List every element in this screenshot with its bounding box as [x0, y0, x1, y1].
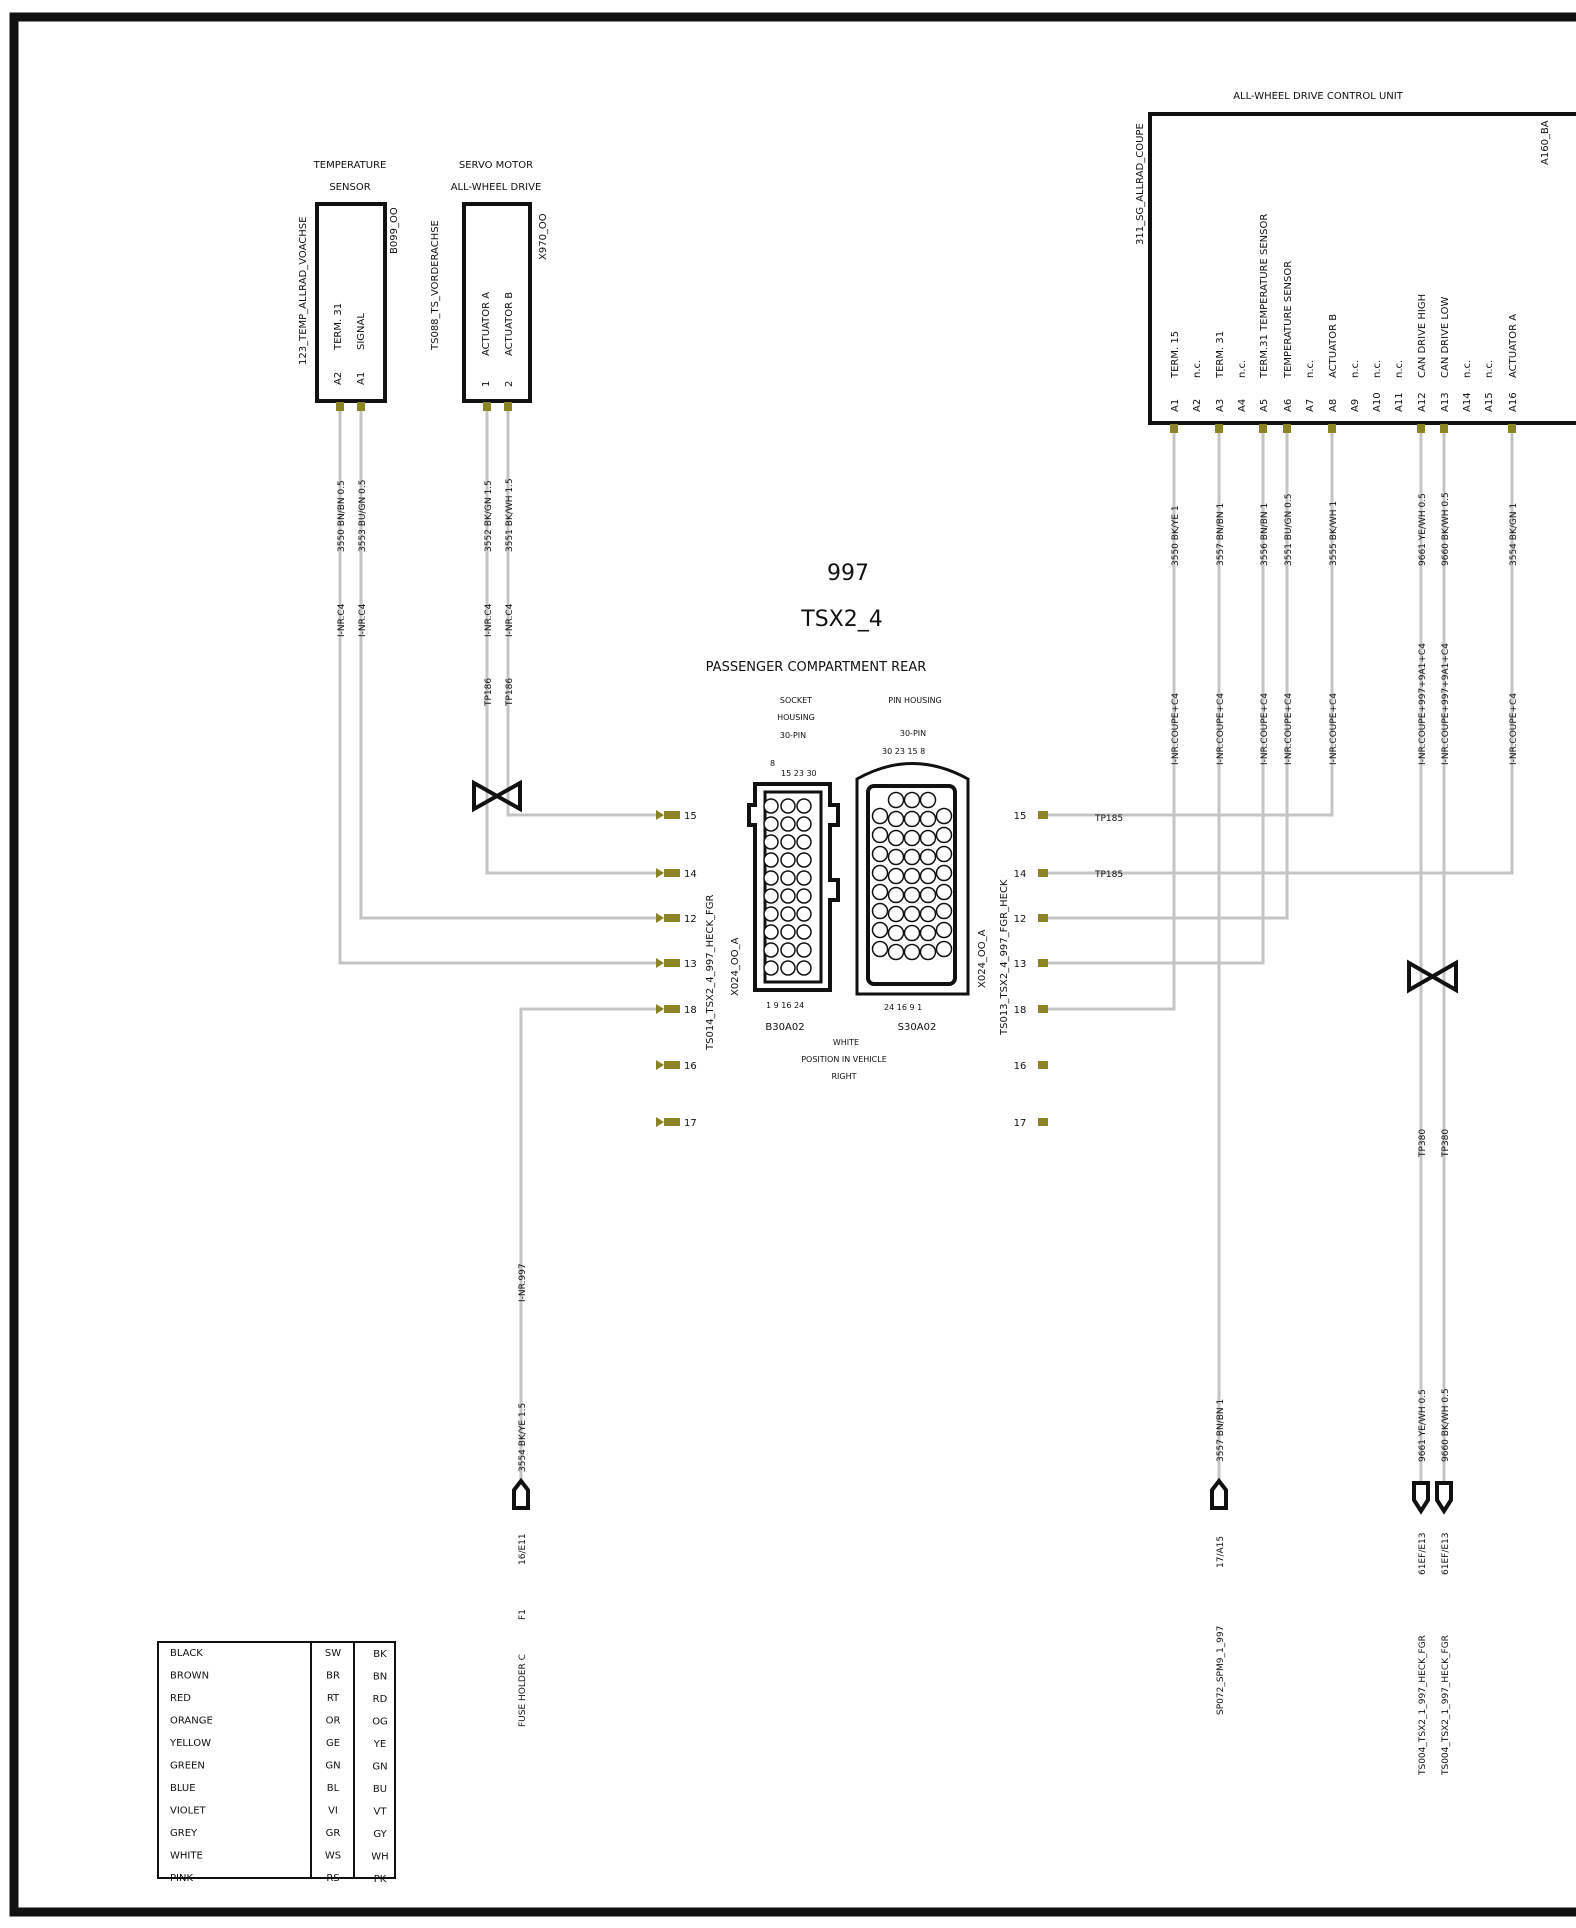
- pin-hole: [889, 907, 904, 922]
- twisted-pair-symbol-left: [474, 783, 520, 809]
- socket-hole: [781, 889, 795, 903]
- svg-text:SOCKET: SOCKET: [779, 696, 813, 705]
- awd-pin-a10: A10: [1372, 392, 1383, 412]
- legend-code-en: OG: [372, 1716, 388, 1728]
- left-pin-marker-body: [664, 1005, 680, 1013]
- right-pin-number: 15: [1013, 811, 1027, 822]
- awd-pin-label-a9: n.c.: [1350, 359, 1361, 378]
- socket-hole: [764, 853, 778, 867]
- right-pin-marker: [1038, 811, 1048, 819]
- svg-text:PIN HOUSING: PIN HOUSING: [888, 696, 942, 705]
- legend-color-name: ORANGE: [170, 1715, 213, 1727]
- svg-text:I-NR.COUPE+997+9A1+C4: I-NR.COUPE+997+9A1+C4: [1418, 643, 1428, 765]
- svg-text:FUSE HOLDER C: FUSE HOLDER C: [518, 1654, 528, 1727]
- left-pin-marker: [656, 958, 664, 968]
- left-pin-number: 13: [684, 959, 697, 970]
- pin-hole: [905, 850, 920, 865]
- pin-hole: [921, 869, 936, 884]
- location-label: PASSENGER COMPARTMENT REAR: [705, 660, 927, 675]
- socket-housing: [749, 696, 838, 1033]
- right-pin-marker: [1038, 914, 1048, 922]
- pin-hole: [889, 850, 904, 865]
- socket-hole: [764, 799, 778, 813]
- right-pin-marker: [1038, 1005, 1048, 1013]
- awd-pin-label-a13: CAN DRIVE LOW: [1440, 296, 1451, 378]
- socket-hole: [797, 835, 811, 849]
- left-pin-marker-body: [664, 869, 680, 877]
- svg-text:1 9 16 24: 1 9 16 24: [766, 1001, 805, 1010]
- temperature-sensor: [298, 160, 400, 401]
- socket-hole: [764, 943, 778, 957]
- pin-hole: [937, 847, 952, 862]
- pin-hole: [921, 793, 936, 808]
- servo-motor: [430, 160, 549, 401]
- legend-code-en: YE: [373, 1739, 387, 1750]
- left-pin-marker-body: [664, 1118, 680, 1126]
- pin-hole: [921, 926, 936, 941]
- pin-hole: [905, 812, 920, 827]
- right-pin-number: 16: [1013, 1061, 1027, 1072]
- left-pin-marker: [656, 1117, 664, 1127]
- legend-code-en: RD: [372, 1694, 388, 1705]
- socket-hole: [781, 961, 795, 975]
- legend-color-name: WHITE: [170, 1850, 203, 1862]
- pin-hole: [873, 828, 888, 843]
- svg-text:TS004_TSX2_1_997_HECK_FGR: TS004_TSX2_1_997_HECK_FGR: [1441, 1635, 1451, 1775]
- right-pin-marker: [1038, 1061, 1048, 1069]
- socket-hole: [797, 907, 811, 921]
- position-side: RIGHT: [831, 1072, 857, 1081]
- svg-text:ACTUATOR B: ACTUATOR B: [504, 291, 515, 356]
- svg-text:I-NR.COUPE+997+9A1+C4: I-NR.COUPE+997+9A1+C4: [1441, 643, 1451, 765]
- svg-text:17/A15: 17/A15: [1216, 1535, 1226, 1568]
- left-pin-marker-body: [664, 959, 680, 967]
- pin-housing: [857, 696, 968, 1033]
- pin-hole: [921, 888, 936, 903]
- awd-pin-a8: A8: [1328, 398, 1339, 412]
- right-connector-ts: TS013_TSX2_4_997_FGR_HECK: [999, 879, 1010, 1035]
- pin-hole: [889, 812, 904, 827]
- awd-pin-a6: A6: [1283, 398, 1294, 412]
- pin-hole: [873, 885, 888, 900]
- socket-hole: [781, 925, 795, 939]
- awd-pin-label-a8: ACTUATOR B: [1328, 313, 1339, 378]
- svg-text:A1: A1: [356, 371, 367, 385]
- left-pin-number: 18: [684, 1005, 697, 1016]
- svg-text:F1: F1: [518, 1609, 528, 1620]
- pin-hole: [905, 926, 920, 941]
- legend-color-name: GREEN: [170, 1760, 205, 1772]
- socket-hole: [764, 871, 778, 885]
- terminal-arrow-fuse: [514, 1481, 528, 1727]
- svg-text:TP185: TP185: [1095, 814, 1124, 824]
- legend-color-name: RED: [170, 1693, 191, 1704]
- awd-pin-a2: A2: [1192, 398, 1203, 412]
- svg-text:B30A02: B30A02: [765, 1022, 805, 1033]
- svg-text:S30A02: S30A02: [897, 1022, 937, 1033]
- svg-text:I-NR.C4: I-NR.C4: [505, 603, 515, 637]
- pin-hole: [873, 809, 888, 824]
- svg-text:I-NR.C4: I-NR.C4: [358, 603, 368, 637]
- pin-hole: [905, 907, 920, 922]
- svg-text:TP380: TP380: [1441, 1128, 1451, 1157]
- awd-pin-a15: A15: [1484, 392, 1495, 412]
- legend-code-de: GE: [325, 1738, 341, 1749]
- svg-text:SIGNAL: SIGNAL: [356, 313, 367, 350]
- socket-hole: [764, 889, 778, 903]
- svg-text:A2: A2: [333, 371, 344, 385]
- left-pin-marker-body: [664, 1061, 680, 1069]
- right-pin-marker: [1038, 1118, 1048, 1126]
- awd-control-unit: [1135, 91, 1576, 423]
- pin-hole: [937, 809, 952, 824]
- legend-code-de: SW: [324, 1648, 342, 1659]
- socket-hole: [781, 907, 795, 921]
- pin-hole: [873, 866, 888, 881]
- left-pin-number: 16: [684, 1061, 697, 1072]
- awd-pin-label-a5: TERM.31 TEMPERATURE SENSOR: [1259, 213, 1270, 378]
- awd-pin-label-a2: n.c.: [1192, 359, 1203, 378]
- svg-text:9660 BK/WH 0.5: 9660 BK/WH 0.5: [1441, 492, 1451, 566]
- svg-text:B099_OO: B099_OO: [389, 207, 400, 254]
- awd-pin-a13: A13: [1440, 392, 1451, 412]
- left-connector-pins: [656, 810, 697, 1129]
- pin-hole: [873, 923, 888, 938]
- pin-hole: [921, 907, 936, 922]
- svg-text:TS088_TS_VORDERACHSE: TS088_TS_VORDERACHSE: [430, 220, 441, 350]
- awd-pin-label-a6: TEMPERATURE SENSOR: [1283, 260, 1294, 378]
- legend-code-en: BU: [372, 1784, 388, 1795]
- legend-code-en: GY: [373, 1829, 387, 1840]
- awd-pin-label-a14: n.c.: [1462, 359, 1473, 378]
- awd-pin-a12: A12: [1417, 392, 1428, 412]
- awd-pin-label-a11: n.c.: [1394, 359, 1405, 378]
- position-label: POSITION IN VEHICLE: [801, 1055, 887, 1064]
- model-title: 997: [827, 561, 869, 586]
- svg-text:TEMPERATURE: TEMPERATURE: [313, 160, 387, 171]
- svg-text:61EF/E13: 61EF/E13: [1418, 1532, 1428, 1575]
- svg-text:3553 BU/GN 0.5: 3553 BU/GN 0.5: [358, 479, 368, 552]
- svg-text:3551 BK/WH 1.5: 3551 BK/WH 1.5: [505, 478, 515, 552]
- legend-code-en: WH: [371, 1851, 389, 1863]
- awd-pin-label-a15: n.c.: [1484, 359, 1495, 378]
- legend-code-en: VT: [373, 1806, 387, 1818]
- socket-hole: [797, 943, 811, 957]
- svg-text:16/E11: 16/E11: [518, 1533, 528, 1565]
- awd-pin-a16: A16: [1508, 392, 1519, 412]
- legend-code-de: OR: [325, 1715, 341, 1727]
- socket-hole: [781, 871, 795, 885]
- pin-hole: [905, 888, 920, 903]
- svg-text:ALL-WHEEL DRIVE CONTROL UNIT: ALL-WHEEL DRIVE CONTROL UNIT: [1233, 91, 1403, 102]
- svg-text:3554 BK/YE 1.5: 3554 BK/YE 1.5: [518, 1402, 528, 1472]
- pin-hole: [921, 850, 936, 865]
- legend-color-name: PINK: [170, 1873, 194, 1884]
- awd-pin-a5: A5: [1259, 398, 1270, 412]
- svg-text:I-NR.C4: I-NR.C4: [337, 603, 347, 637]
- legend-code-de: RS: [326, 1873, 340, 1884]
- svg-text:I-NR.C4: I-NR.C4: [484, 603, 494, 637]
- socket-hole: [764, 961, 778, 975]
- legend-code-en: GN: [372, 1761, 388, 1773]
- right-connector-pins: [1014, 811, 1048, 1129]
- socket-hole: [797, 871, 811, 885]
- left-pin-marker: [656, 913, 664, 923]
- socket-hole: [781, 853, 795, 867]
- awd-pin-label-a12: CAN DRIVE HIGH: [1417, 293, 1428, 378]
- socket-hole: [797, 961, 811, 975]
- pin-hole: [921, 831, 936, 846]
- svg-text:3552 BK/GN 1.5: 3552 BK/GN 1.5: [484, 480, 494, 552]
- svg-text:61EF/E13: 61EF/E13: [1441, 1532, 1451, 1575]
- pin-hole: [905, 869, 920, 884]
- legend-code-en: BN: [372, 1671, 388, 1683]
- svg-text:TS004_TSX2_1_997_HECK_FGR: TS004_TSX2_1_997_HECK_FGR: [1418, 1635, 1428, 1775]
- socket-hole: [764, 925, 778, 939]
- legend-color-name: BLACK: [170, 1648, 203, 1659]
- awd-pin-a1: A1: [1170, 398, 1181, 412]
- left-connector-id: X024_OO_A: [730, 937, 741, 996]
- legend-code-de: BR: [326, 1670, 340, 1682]
- svg-text:SERVO MOTOR: SERVO MOTOR: [458, 160, 534, 171]
- twisted-pair-symbol-right: [1409, 963, 1456, 990]
- socket-hole: [797, 817, 811, 831]
- svg-text:SENSOR: SENSOR: [329, 182, 371, 193]
- pin-hole: [921, 945, 936, 960]
- awd-pin-a14: A14: [1462, 392, 1473, 412]
- svg-text:8: 8: [770, 759, 776, 768]
- page-title: TSX2_4: [801, 607, 883, 632]
- legend-code-de: VI: [328, 1805, 338, 1817]
- legend-color-name: BROWN: [170, 1670, 210, 1682]
- pin-hole: [889, 831, 904, 846]
- pin-hole: [889, 793, 904, 808]
- socket-hole: [764, 835, 778, 849]
- svg-text:TP186: TP186: [505, 677, 515, 706]
- svg-text:I-NR.COUPE+C4: I-NR.COUPE+C4: [1329, 692, 1339, 765]
- left-pin-number: 15: [684, 811, 697, 822]
- socket-hole: [764, 907, 778, 921]
- legend-code-de: WS: [324, 1850, 342, 1862]
- svg-text:X970_OO: X970_OO: [538, 213, 549, 260]
- awd-pin-label-a16: ACTUATOR A: [1508, 313, 1519, 378]
- svg-text:TP380: TP380: [1418, 1128, 1428, 1157]
- socket-hole: [781, 817, 795, 831]
- pin-hole: [889, 945, 904, 960]
- terminal-arrow-spm: [1212, 1481, 1226, 1715]
- svg-text:123_TEMP_ALLRAD_VOACHSE: 123_TEMP_ALLRAD_VOACHSE: [298, 216, 309, 365]
- svg-text:I-NR.COUPE+C4: I-NR.COUPE+C4: [1216, 692, 1226, 765]
- left-pin-marker: [656, 1004, 664, 1014]
- left-pin-marker: [656, 1060, 664, 1070]
- right-pin-number: 13: [1013, 959, 1027, 970]
- terminal-arrow-can-low: [1437, 1483, 1451, 1776]
- left-pin-marker: [656, 868, 664, 878]
- legend-code-en: BK: [373, 1649, 387, 1660]
- pin-hole: [937, 828, 952, 843]
- legend-color-name: VIOLET: [170, 1805, 206, 1817]
- svg-text:9661 YE/WH 0.5: 9661 YE/WH 0.5: [1418, 1389, 1428, 1462]
- right-pin-number: 17: [1013, 1118, 1027, 1129]
- svg-text:30-PIN: 30-PIN: [779, 731, 807, 740]
- pin-hole: [921, 812, 936, 827]
- svg-text:3554 BK/GN 1: 3554 BK/GN 1: [1509, 502, 1519, 566]
- pin-hole: [905, 831, 920, 846]
- legend-color-name: GREY: [170, 1828, 198, 1839]
- awd-pin-label-a7: n.c.: [1305, 359, 1316, 378]
- svg-text:311_SG_ALLRAD_COUPE: 311_SG_ALLRAD_COUPE: [1135, 123, 1146, 245]
- svg-text:3556 BN/BN 1: 3556 BN/BN 1: [1260, 502, 1270, 566]
- svg-text:I-NR.COUPE+C4: I-NR.COUPE+C4: [1284, 692, 1294, 765]
- right-connector-id: X024_OO_A: [977, 929, 988, 988]
- left-pin-number: 17: [684, 1118, 697, 1129]
- socket-hole: [781, 835, 795, 849]
- svg-text:9661 YE/WH 0.5: 9661 YE/WH 0.5: [1418, 493, 1428, 566]
- svg-text:TP185: TP185: [1095, 870, 1124, 880]
- svg-text:TERM. 31: TERM. 31: [333, 302, 344, 350]
- awd-pin-a11: A11: [1394, 392, 1405, 412]
- svg-text:3557 BN/BN 1: 3557 BN/BN 1: [1216, 502, 1226, 566]
- svg-text:1: 1: [481, 380, 492, 387]
- legend-color-name: YELLOW: [170, 1738, 211, 1749]
- pin-hole: [937, 885, 952, 900]
- socket-hole: [797, 925, 811, 939]
- left-pin-number: 14: [684, 869, 697, 880]
- legend-code-en: PK: [373, 1874, 387, 1885]
- svg-text:3557 BN/BN 1: 3557 BN/BN 1: [1216, 1398, 1226, 1462]
- pin-hole: [937, 866, 952, 881]
- pin-hole: [873, 904, 888, 919]
- pin-hole: [889, 869, 904, 884]
- svg-text:15 23 30: 15 23 30: [781, 769, 817, 778]
- socket-hole: [764, 817, 778, 831]
- svg-text:3555 BK/WH 1: 3555 BK/WH 1: [1329, 500, 1339, 566]
- svg-text:3550 BN/BN 0.5: 3550 BN/BN 0.5: [337, 480, 347, 552]
- svg-text:30-PIN: 30-PIN: [899, 729, 927, 738]
- pin-hole: [889, 888, 904, 903]
- svg-text:9660 BK/WH 0.5: 9660 BK/WH 0.5: [1441, 1388, 1451, 1462]
- right-pin-number: 18: [1013, 1005, 1027, 1016]
- legend-code-de: RT: [326, 1693, 340, 1704]
- svg-text:24 16 9 1: 24 16 9 1: [884, 1003, 923, 1012]
- awd-pin-a3: A3: [1215, 398, 1226, 412]
- svg-text:ACTUATOR A: ACTUATOR A: [481, 291, 492, 356]
- pin-hole: [937, 942, 952, 957]
- svg-text:TP186: TP186: [484, 677, 494, 706]
- color-legend: [158, 1642, 395, 1885]
- awd-pin-label-a1: TERM. 15: [1170, 330, 1181, 378]
- svg-text:SP072_SPM9_1_997: SP072_SPM9_1_997: [1216, 1625, 1226, 1715]
- legend-code-de: GR: [325, 1828, 341, 1839]
- legend-code-de: GN: [325, 1760, 341, 1772]
- left-pin-marker-body: [664, 914, 680, 922]
- pin-hole: [873, 847, 888, 862]
- svg-text:I-NR.COUPE+C4: I-NR.COUPE+C4: [1171, 692, 1181, 765]
- awd-pin-label-a4: n.c.: [1237, 359, 1248, 378]
- svg-text:ALL-WHEEL DRIVE: ALL-WHEEL DRIVE: [450, 182, 542, 193]
- pin-hole: [937, 923, 952, 938]
- pin-hole: [905, 793, 920, 808]
- svg-text:HOUSING: HOUSING: [777, 713, 815, 722]
- awd-pin-a9: A9: [1350, 398, 1361, 412]
- left-pin-number: 12: [684, 914, 697, 925]
- pin-hole: [937, 904, 952, 919]
- awd-pin-a4: A4: [1237, 398, 1248, 412]
- left-connector-ts: TS014_TSX2_4_997_HECK_FGR: [705, 894, 716, 1050]
- socket-hole: [781, 799, 795, 813]
- pin-hole: [873, 942, 888, 957]
- right-pin-marker: [1038, 959, 1048, 967]
- legend-code-de: BL: [326, 1783, 340, 1794]
- right-pin-number: 12: [1013, 914, 1027, 925]
- left-pin-marker: [656, 810, 664, 820]
- pin-hole: [889, 926, 904, 941]
- svg-text:30 23 15 8: 30 23 15 8: [882, 747, 926, 756]
- awd-pin-label-a3: TERM. 31: [1215, 330, 1226, 378]
- socket-hole: [797, 889, 811, 903]
- legend-color-name: BLUE: [170, 1783, 196, 1794]
- socket-hole: [781, 943, 795, 957]
- svg-text:I-NR.997: I-NR.997: [518, 1263, 528, 1302]
- left-pin-marker-body: [664, 811, 680, 819]
- svg-text:A160_BA: A160_BA: [1540, 120, 1551, 165]
- right-pin-marker: [1038, 869, 1048, 877]
- svg-text:I-NR.COUPE+C4: I-NR.COUPE+C4: [1509, 692, 1519, 765]
- awd-pin-label-a10: n.c.: [1372, 359, 1383, 378]
- connector-color: WHITE: [832, 1038, 860, 1047]
- socket-hole: [797, 799, 811, 813]
- right-pin-number: 14: [1013, 869, 1027, 880]
- awd-pin-a7: A7: [1305, 398, 1316, 412]
- socket-hole: [797, 853, 811, 867]
- terminal-arrow-can-high: [1414, 1483, 1428, 1776]
- svg-text:3551 BU/GN 0.5: 3551 BU/GN 0.5: [1284, 493, 1294, 566]
- svg-text:I-NR.COUPE+C4: I-NR.COUPE+C4: [1260, 692, 1270, 765]
- svg-text:2: 2: [504, 380, 515, 387]
- pin-hole: [905, 945, 920, 960]
- svg-text:3550 BK/YE 1: 3550 BK/YE 1: [1171, 505, 1181, 566]
